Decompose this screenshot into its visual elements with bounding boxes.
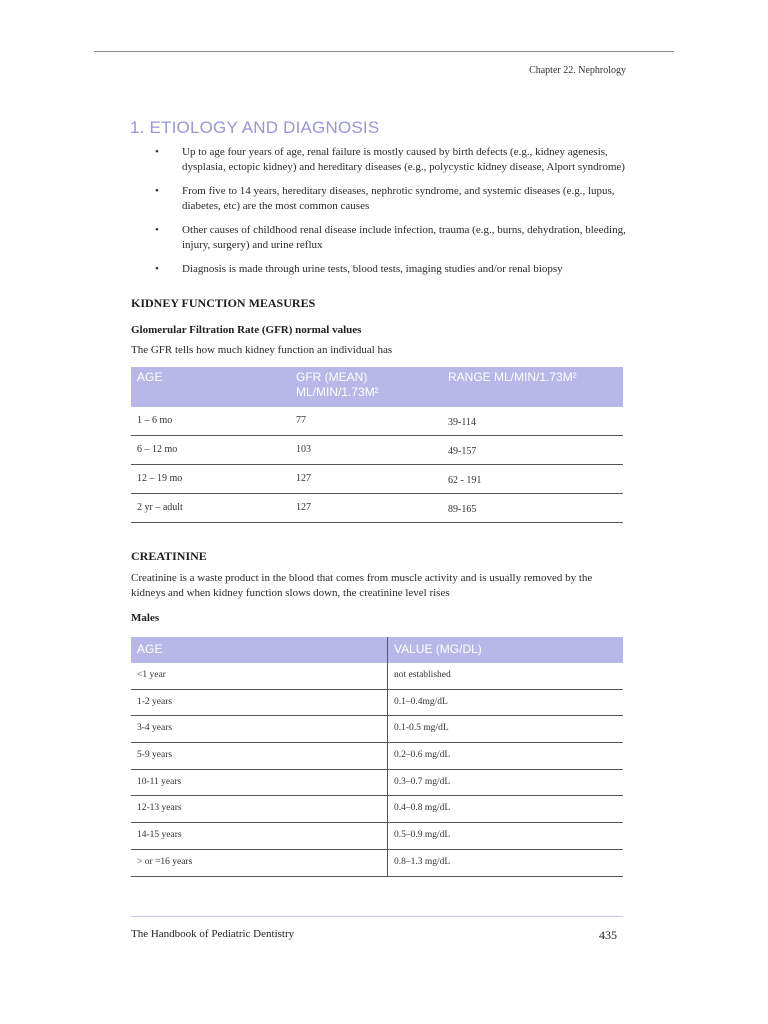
cr-value-cell: 0.3–0.7 mg/dL	[394, 776, 451, 787]
gfr-header-age: AGE	[137, 370, 163, 384]
cr-value-cell: 0.1-0.5 mg/dL	[394, 723, 449, 734]
cr-age-cell: <1 year	[131, 663, 388, 689]
table-row	[131, 494, 623, 523]
chapter-label: Chapter 22. Nephrology	[529, 65, 626, 76]
table-row	[131, 465, 623, 494]
cr-value-cell: 0.1–0.4mg/dL	[394, 696, 448, 707]
gfr-age-cell: 2 yr – adult	[137, 502, 183, 513]
gfr-mean-cell: 127	[296, 502, 311, 513]
gfr-range-cell: 39-114	[448, 417, 476, 428]
bullet-item: • Up to age four years of age, renal failure is mostly caused by birth defects (e.g., kidney agenesis, dysplasia, ectopic kidney) and hereditary diseases (e.g., polycystic kidney disease, Alport syndrome)	[155, 145, 630, 175]
table-row	[131, 690, 623, 717]
cr-value-cell: 0.5–0.9 mg/dL	[394, 830, 451, 841]
cr-value-cell: 0.2–0.6 mg/dL	[394, 750, 451, 761]
gfr-table-header	[131, 367, 623, 407]
gfr-header-range: RANGE ML/MIN/1.73M²	[448, 370, 577, 384]
book-title: The Handbook of Pediatric Dentistry	[131, 928, 295, 940]
cr-age-cell: 1-2 years	[131, 690, 388, 716]
table-row	[131, 716, 623, 743]
table-row	[131, 850, 623, 877]
gfr-mean-cell: 103	[296, 444, 311, 455]
gfr-mean-cell: 77	[296, 415, 306, 426]
gfr-range-cell: 49-157	[448, 446, 477, 457]
cr-age-cell: > or =16 years	[131, 850, 388, 876]
cr-header-age: AGE	[131, 637, 388, 663]
creatinine-table	[131, 637, 623, 877]
kidney-function-heading: KIDNEY FUNCTION MEASURES	[131, 296, 316, 310]
cr-value-cell: 0.4–0.8 mg/dL	[394, 803, 451, 814]
gfr-subheading: Glomerular Filtration Rate (GFR) normal values	[131, 324, 362, 336]
footer-rule	[131, 916, 623, 917]
table-row	[131, 796, 623, 823]
cr-value-cell: not established	[394, 670, 451, 680]
gfr-table	[131, 367, 623, 523]
page-number: 435	[599, 928, 617, 942]
cr-age-cell: 3-4 years	[131, 716, 388, 742]
creatinine-heading: CREATININE	[131, 549, 207, 563]
table-row	[131, 663, 623, 690]
cr-age-cell: 5-9 years	[131, 743, 388, 769]
section-title: 1. ETIOLOGY AND DIAGNOSIS	[130, 118, 380, 137]
cr-value-cell: 0.8–1.3 mg/dL	[394, 856, 451, 867]
males-label: Males	[131, 612, 160, 624]
cr-age-cell: 14-15 years	[131, 823, 388, 849]
gfr-age-cell: 1 – 6 mo	[137, 415, 173, 426]
cr-age-cell: 12-13 years	[131, 796, 388, 822]
table-row	[131, 436, 623, 465]
cr-age-cell: 10-11 years	[131, 770, 388, 796]
creatinine-table-header	[131, 637, 623, 663]
bullet-item: • From five to 14 years, hereditary diseases, nephrotic syndrome, and systemic diseases (e.g., lupus, diabetes, etc) are the most common causes	[155, 184, 630, 214]
bullet-item: • Other causes of childhood renal disease include infection, trauma (e.g., burns, dehydration, bleeding, injury, surgery) and urine reflux	[155, 223, 630, 253]
gfr-age-cell: 6 – 12 mo	[137, 444, 178, 455]
gfr-header-mean: GFR (MEAN) ML/MIN/1.73M²	[296, 370, 379, 399]
table-row	[131, 770, 623, 797]
etiology-bullet-list	[155, 145, 630, 286]
cr-header-value: VALUE (MG/DL)	[394, 642, 482, 656]
table-row	[131, 823, 623, 850]
gfr-mean-cell: 127	[296, 473, 311, 484]
table-row	[131, 743, 623, 770]
gfr-range-cell: 89-165	[448, 504, 477, 515]
gfr-range-cell: 62 - 191	[448, 475, 482, 486]
bullet-item: • Diagnosis is made through urine tests, blood tests, imaging studies and/or renal biopsy	[155, 262, 630, 277]
header-rule	[94, 51, 674, 52]
table-row	[131, 407, 623, 436]
gfr-description: The GFR tells how much kidney function an individual has	[131, 344, 393, 356]
creatinine-description: Creatinine is a waste product in the blood that comes from muscle activity and is usually removed by the kidneys and when kidney function slows down, the creatinine level rises	[131, 572, 593, 599]
gfr-age-cell: 12 – 19 mo	[137, 473, 183, 484]
